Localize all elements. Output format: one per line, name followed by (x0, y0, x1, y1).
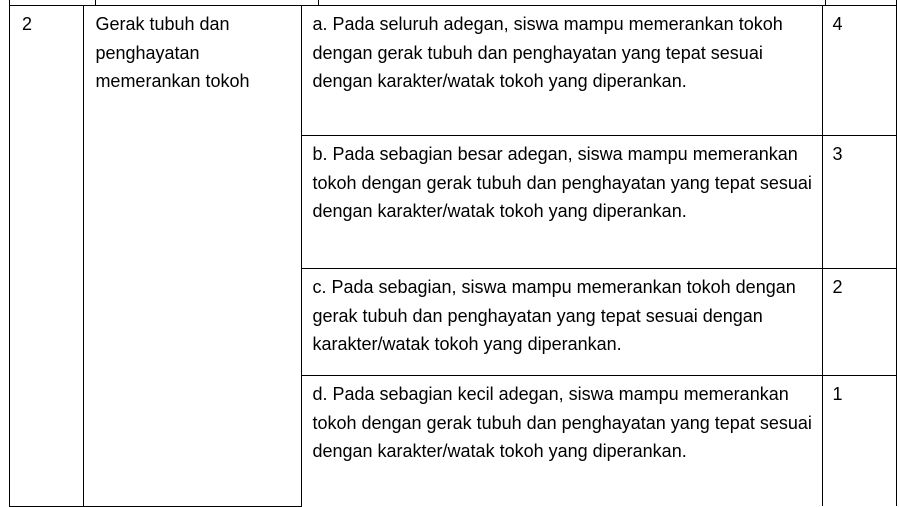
criterion-score: 3 (822, 136, 896, 269)
criterion-description: d. Pada sebagian kecil adegan, siswa mampu memerankan tokoh dengan gerak tubuh dan penghayatan yang tepat sesuai dengan karakter/watak tokoh yang diperankan. (302, 376, 822, 507)
row-number: 2 (10, 6, 84, 507)
criterion-score: 2 (822, 269, 896, 376)
criterion-description: b. Pada sebagian besar adegan, siswa mampu memerankan tokoh dengan gerak tubuh dan penghayatan yang tepat sesuai dengan karakter/watak tokoh yang diperankan. (302, 136, 822, 269)
criterion-description: c. Pada sebagian, siswa mampu memerankan tokoh dengan gerak tubuh dan penghayatan yang tepat sesuai dengan karakter/watak tokoh yang diperankan. (302, 269, 822, 376)
criterion-score: 1 (822, 376, 896, 507)
assessment-aspect: Gerak tubuh dan penghayatan memerankan tokoh (84, 6, 302, 507)
criterion-score: 4 (822, 6, 896, 136)
rubric-table (9, 5, 897, 507)
table-row (10, 6, 897, 136)
criterion-description: a. Pada seluruh adegan, siswa mampu memerankan tokoh dengan gerak tubuh dan penghayatan yang tepat sesuai dengan karakter/watak tokoh yang diperankan. (302, 6, 822, 136)
